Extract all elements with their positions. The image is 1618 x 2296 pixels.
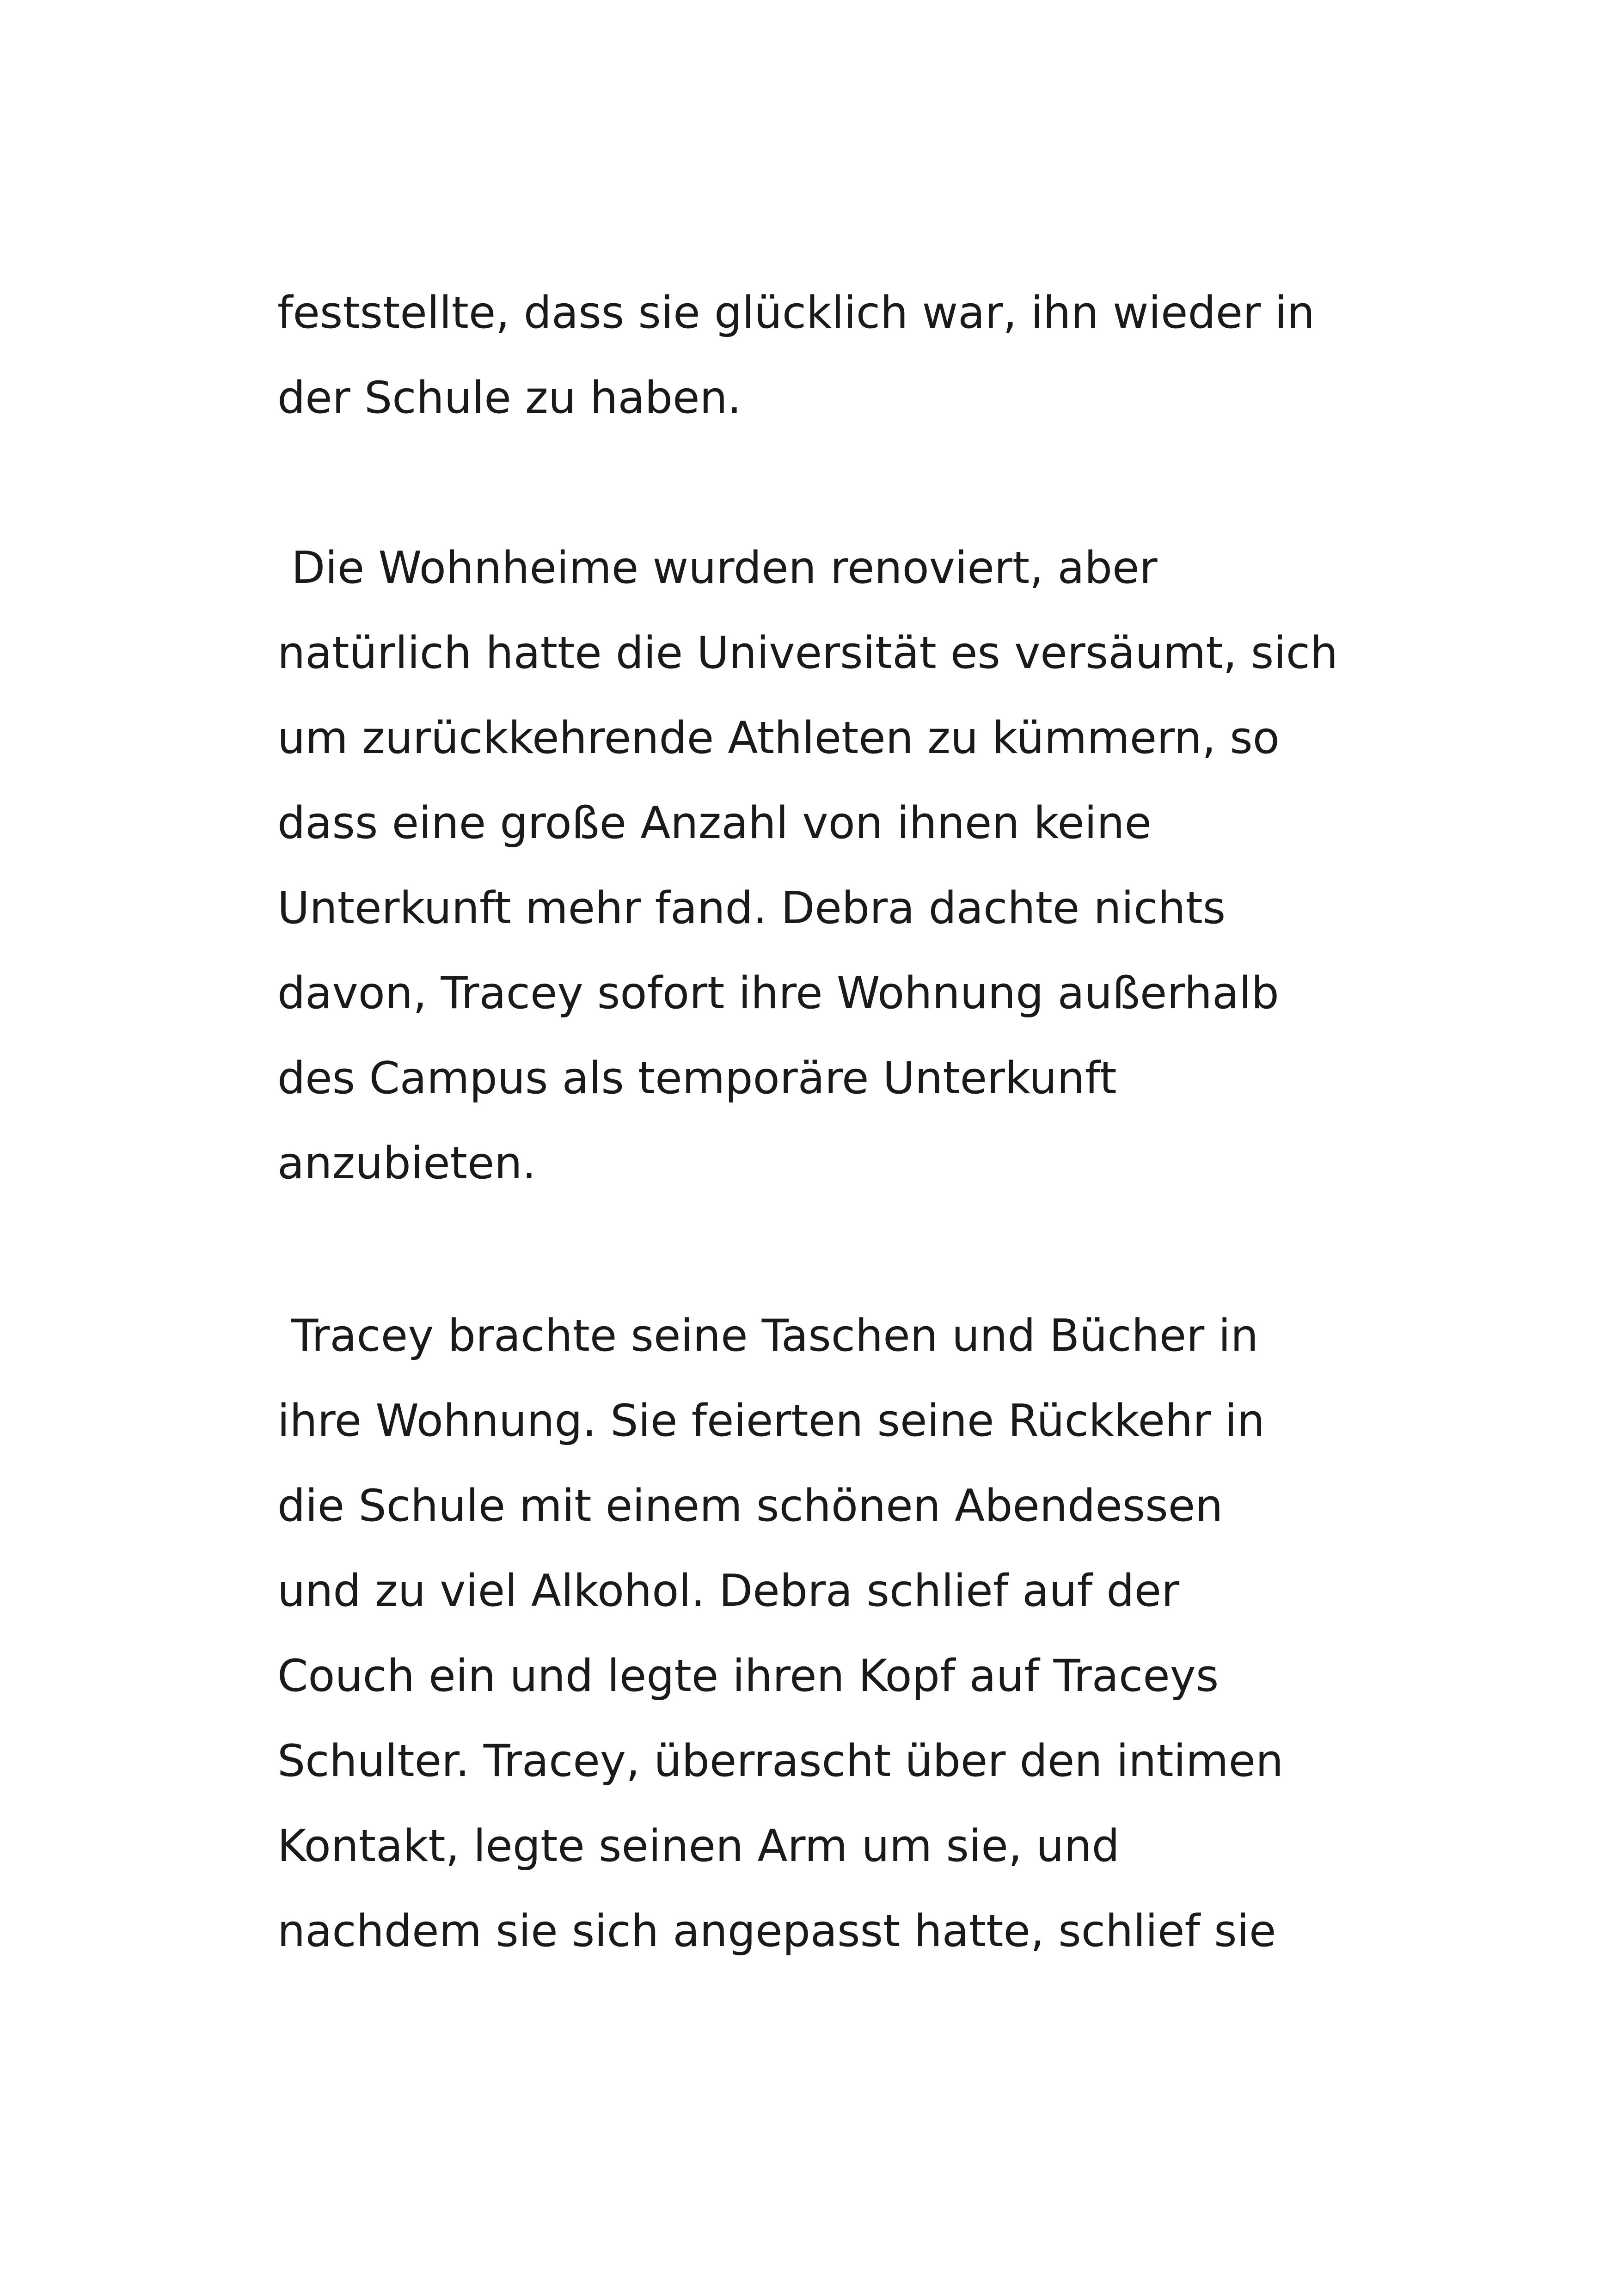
text-line: des Campus als temporäre Unterkunft xyxy=(277,1053,1117,1104)
paragraph-2 xyxy=(277,526,1387,1206)
text-line: Couch ein und legte ihren Kopf auf Traceys xyxy=(277,1651,1219,1702)
text-line: und zu viel Alkohol. Debra schlief auf der xyxy=(277,1566,1180,1616)
text-line: nachdem sie sich angepasst hatte, schlief sie xyxy=(277,1906,1276,1957)
paragraph-3 xyxy=(277,1293,1387,1974)
text-line: der Schule zu haben. xyxy=(277,373,742,423)
text-line: Schulter. Tracey, überrascht über den intimen xyxy=(277,1736,1284,1787)
text-line: ihre Wohnung. Sie feierten seine Rückkehr in xyxy=(277,1396,1265,1446)
text-line: davon, Tracey sofort ihre Wohnung außerhalb xyxy=(277,968,1279,1019)
text-line: die Schule mit einem schönen Abendessen xyxy=(277,1481,1223,1531)
text-line: natürlich hatte die Universität es versäumt, sich xyxy=(277,628,1338,679)
text-line: Die Wohnheime wurden renoviert, aber xyxy=(277,543,1158,594)
text-line: um zurückkehrende Athleten zu kümmern, so xyxy=(277,713,1280,764)
text-line: feststellte, dass sie glücklich war, ihn wieder in xyxy=(277,288,1315,338)
text-line: Kontakt, legte seinen Arm um sie, und xyxy=(277,1821,1120,1872)
paragraph-1 xyxy=(277,270,1387,441)
text-line: anzubieten. xyxy=(277,1138,536,1189)
text-line: Unterkunft mehr fand. Debra dachte nichts xyxy=(277,883,1226,934)
text-line: Tracey brachte seine Taschen und Bücher in xyxy=(277,1310,1259,1361)
text-line: dass eine große Anzahl von ihnen keine xyxy=(277,798,1152,849)
